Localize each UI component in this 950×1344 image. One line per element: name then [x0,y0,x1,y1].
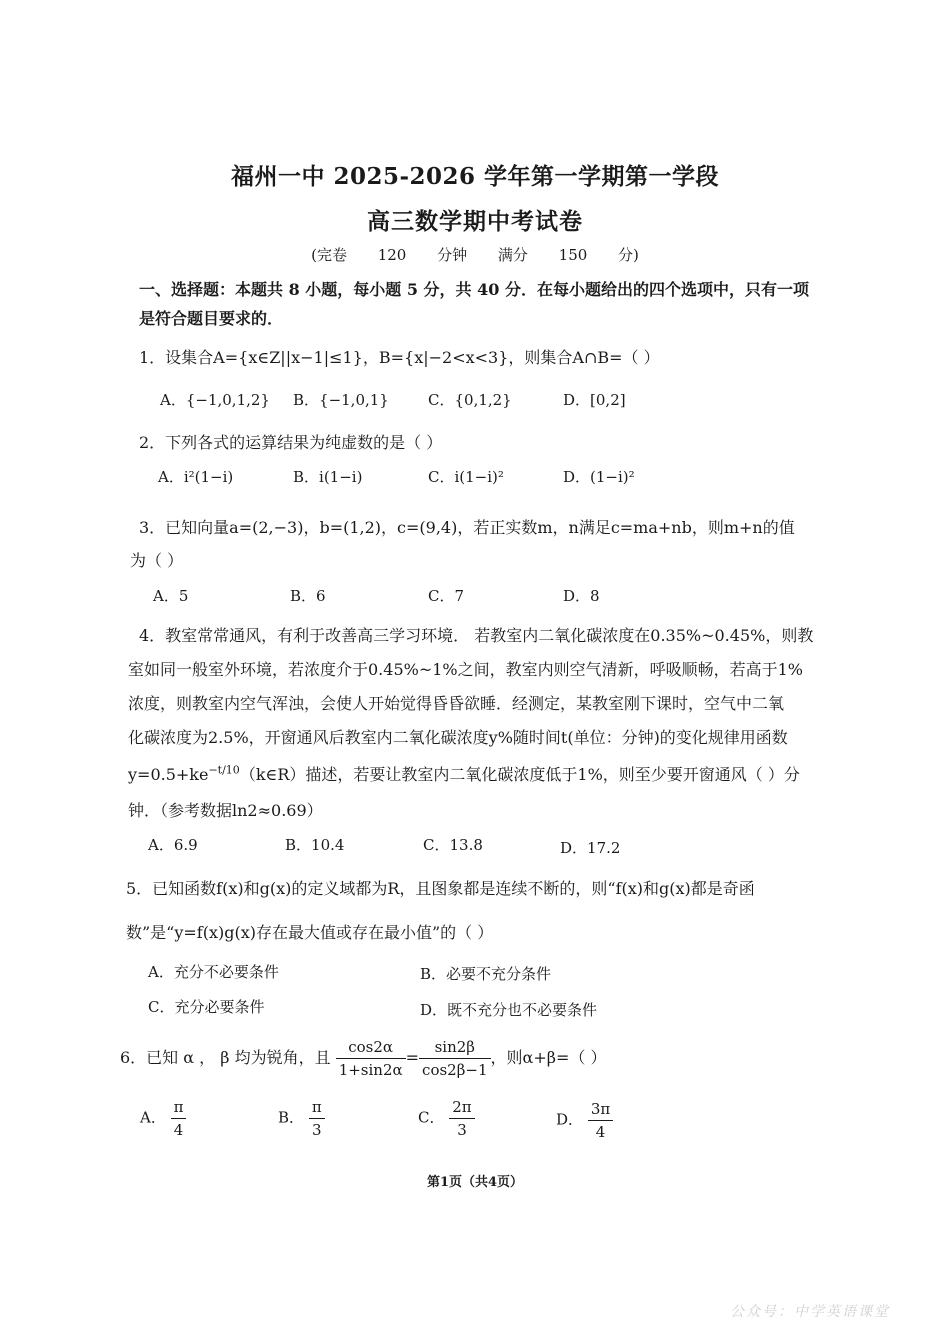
q2-option-a: A．i²(1−i) [158,468,234,486]
q6-option-a [140,1096,186,1141]
q6-option-b [278,1096,325,1141]
q5-option-b: B．必要不充分条件 [420,965,552,983]
q6-option-c-numerator: 2π [449,1096,474,1119]
question-6 [120,1036,606,1081]
q6-option-a-fraction [171,1096,187,1141]
q2-option-c: C．i(1−i)² [428,468,504,486]
q6-text-pre: 6．已知 α ， β 均为锐角，且 [120,1048,331,1067]
question-5-line1: 5．已知函数f(x)和g(x)的定义域都为R，且图象都是连续不断的，则“f(x)和g(x)都是奇函 [126,879,755,898]
q3-option-c: C．7 [428,587,465,605]
exam-meta: (完卷 120 分钟 满分 150 分) [311,246,639,264]
q2-option-d: D．(1−i)² [563,468,635,486]
q6-fraction-left [336,1036,406,1081]
q4-option-b: B．10.4 [285,836,345,854]
q6-option-d [556,1098,613,1143]
q6-option-d-label: D． [556,1110,584,1129]
q4-option-a: A．6.9 [148,836,198,854]
q1-option-a: A．{−1,0,1,2} [160,391,270,409]
q6-option-b-label: B． [278,1108,305,1127]
question-3-line1: 3．已知向量a=(2,−3)，b=(1,2)，c=(9,4)，若正实数m，n满足c=ma+nb，则m+n的值 [139,518,795,537]
q6-option-c [418,1096,475,1141]
q4-line5-text: （k∈R）描述，若要让教室内二氧化碳浓度低于1%，则至少要开窗通风（ ）分 [239,765,800,784]
question-4-line6: 钟．（参考数据ln2≈0.69） [128,801,323,820]
q6-fraction-right-numerator: sin2β [419,1036,490,1059]
question-4-line4: 化碳浓度为2.5%，开窗通风后教室内二氧化碳浓度y%随时间t(单位：分钟)的变化规律用函数 [128,728,788,747]
q6-fraction-left-numerator: cos2α [336,1036,406,1059]
q6-option-a-denominator: 4 [173,1121,184,1139]
q6-option-d-denominator: 4 [595,1123,606,1141]
page-footer: 第1页（共4页） [426,1175,524,1190]
question-3-line2: 为（ ） [130,551,184,570]
q4-formula-exponent: −t/10 [208,763,240,777]
q4-option-c: C．13.8 [423,836,483,854]
question-5-line2: 数”是“y=f(x)g(x)存在最大值或存在最小值”的（ ） [126,923,494,942]
q6-fraction-right-denominator: cos2β−1 [422,1061,488,1079]
q6-option-a-numerator: π [171,1096,187,1119]
question-4-line5 [128,762,800,785]
exam-subtitle: 高三数学期中考试卷 [367,208,583,235]
q6-fraction-left-denominator: 1+sin2α [338,1061,403,1079]
q6-fraction-right [419,1036,490,1081]
q4-formula: y=0.5+ke [128,765,209,784]
q6-text-post: ，则α+β=（ ） [490,1048,607,1067]
q6-option-a-label: A． [140,1108,166,1127]
question-2: 2．下列各式的运算结果为纯虚数的是（ ） [139,433,443,452]
q3-option-b: B．6 [290,587,326,605]
section-instructions-line1: 一、选择题：本题共 8 小题，每小题 5 分，共 40 分．在每小题给出的四个选项中，只有一项 [139,280,809,299]
q1-option-b: B．{−1,0,1} [293,391,389,409]
section-instructions-line2: 是符合题目要求的． [139,309,284,328]
q6-option-c-denominator: 3 [457,1121,467,1139]
q1-option-c: C．{0,1,2} [428,391,512,409]
q6-option-b-fraction [309,1096,325,1141]
q6-option-b-numerator: π [309,1096,325,1119]
q6-option-d-numerator: 3π [588,1098,613,1121]
q3-option-d: D．8 [563,587,600,605]
q3-option-a: A．5 [153,587,189,605]
q2-option-b: B．i(1−i) [293,468,363,486]
q5-option-a: A．充分不必要条件 [148,963,279,981]
exam-title: 福州一中 2025-2026 学年第一学期第一学段 [230,163,720,190]
question-4-line1: 4．教室常常通风，有利于改善高三学习环境． 若教室内二氧化碳浓度在0.35%~0.45%，则教 [139,626,814,645]
watermark: 公众号：中学英语课堂 [730,1304,890,1320]
q5-option-d: D．既不充分也不必要条件 [420,1001,598,1019]
question-4-line3: 浓度，则教室内空气浑浊，会使人开始觉得昏昏欲睡．经测定，某教室刚下课时，空气中二氧 [128,694,785,713]
q6-equals: = [405,1048,420,1067]
q6-option-b-denominator: 3 [311,1121,322,1139]
question-1: 1．设集合A={x∈Z||x−1|≤1}，B={x|−2<x<3}，则集合A∩B=（ ） [139,348,660,367]
q6-option-c-fraction [449,1096,474,1141]
q1-option-d: D．[0,2] [563,391,626,409]
q6-option-d-fraction [588,1098,613,1143]
q4-option-d: D．17.2 [560,839,621,857]
question-4-line2: 室如同一般室外环境，若浓度介于0.45%~1%之间，教室内则空气清新，呼吸顺畅，若高于1% [128,660,804,679]
q5-option-c: C．充分必要条件 [148,998,265,1016]
q6-option-c-label: C． [418,1108,445,1127]
